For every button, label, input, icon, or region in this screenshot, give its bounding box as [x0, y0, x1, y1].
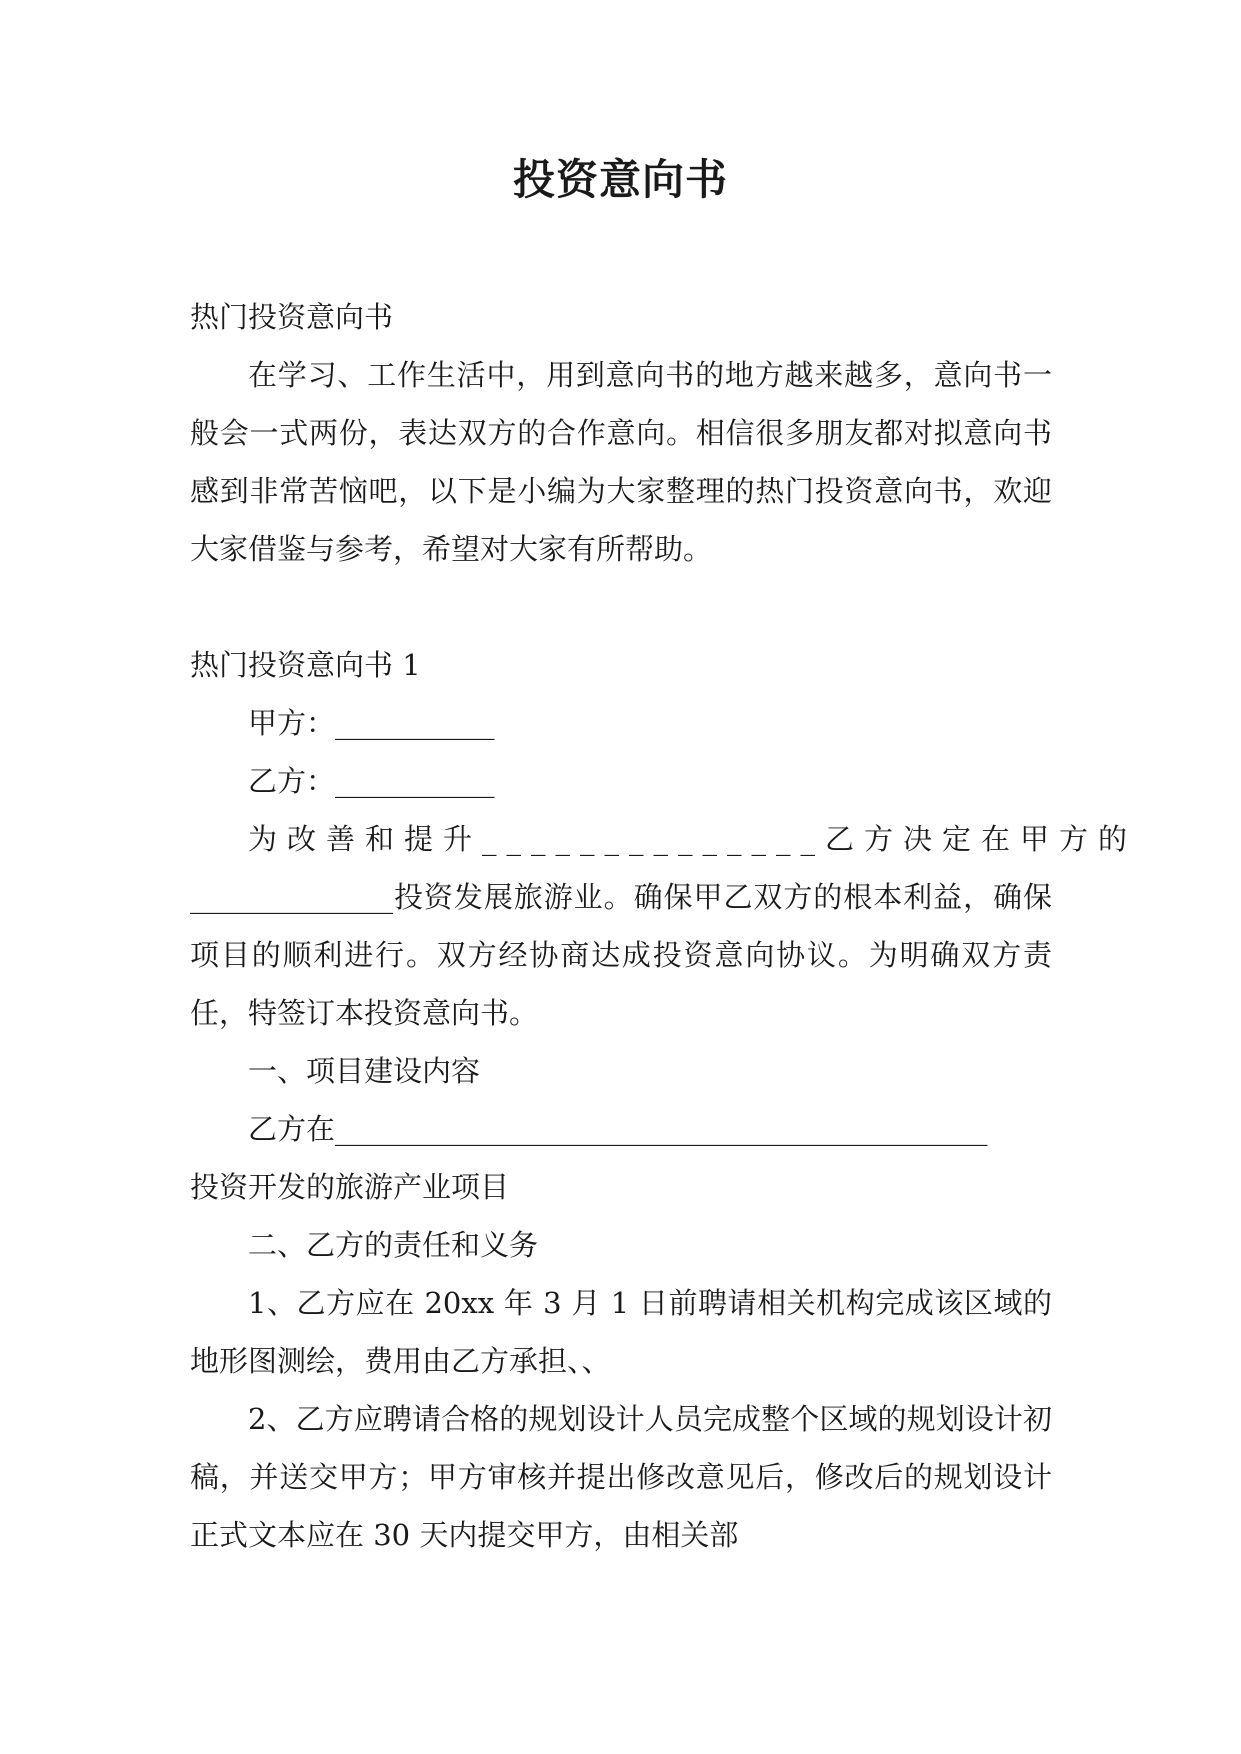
- purpose-line-1: 为改善和提升______________乙方决定在甲方的: [248, 822, 1138, 856]
- intro-heading: 热门投资意向书: [190, 300, 394, 334]
- party-b-line: 乙方：___________: [248, 764, 495, 798]
- clause2-heading: 二、乙方的责任和义务: [248, 1228, 539, 1262]
- document-body: [190, 288, 1138, 1564]
- clause1-heading: 一、项目建设内容: [248, 1054, 481, 1088]
- section-gap: [190, 578, 1052, 636]
- clause1-line-2: 投资开发的旅游产业项目: [190, 1170, 510, 1204]
- clause1-line-1: 乙方在_____________________________________________: [248, 1112, 988, 1146]
- section1-heading: 热门投资意向书 1: [190, 648, 421, 682]
- party-a-line: 甲方：___________: [248, 706, 495, 740]
- clause2-item-2: 2、乙方应聘请合格的规划设计人员完成整个区域的规划设计初稿，并送交甲方；甲方审核并提出修改意见后，修改后的规划设计正式文本应在 30 天内提交甲方，由相关部: [190, 1402, 1052, 1552]
- clause2-item-1: 1、乙方应在 20xx 年 3 月 1 日前聘请相关机构完成该区域的地形图测绘，费用由乙方承担、、: [190, 1286, 1052, 1378]
- purpose-paragraph-rest: ______________投资发展旅游业。确保甲乙双方的根本利益，确保项目的顺利进行。双方经协商达成投资意向协议。为明确双方责任，特签订本投资意向书。: [190, 880, 1052, 1030]
- intro-paragraph: 在学习、工作生活中，用到意向书的地方越来越多，意向书一般会一式两份，表达双方的合作意向。相信很多朋友都对拟意向书感到非常苦恼吧，以下是小编为大家整理的热门投资意向书，欢迎大家借鉴与参考，希望对大家有所帮助。: [190, 358, 1052, 566]
- document-title: 投资意向书: [512, 155, 728, 204]
